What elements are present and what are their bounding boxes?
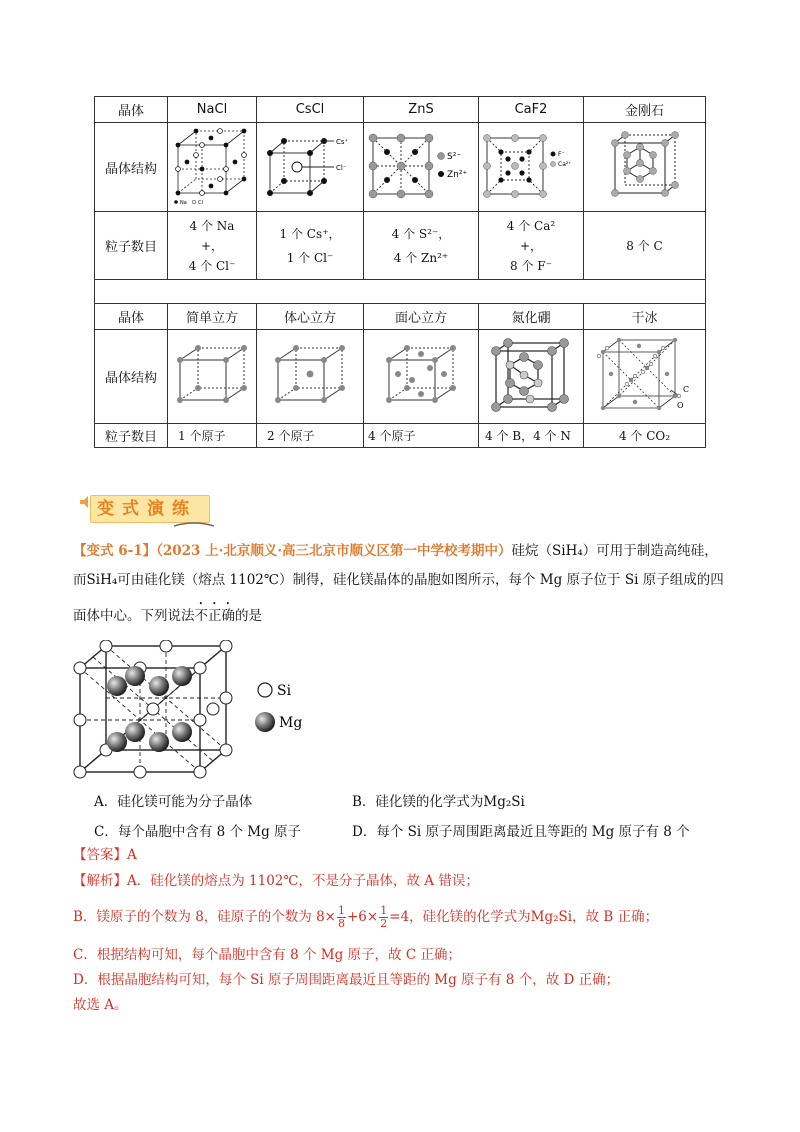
analysis-line-4: D．根据晶胞结构可知，每个 Si 原子周围距离最近且等距的 Mg 原子有 8 个，故 D 正确； xyxy=(73,972,620,988)
banner-title: 变式演练 xyxy=(97,499,197,519)
cscl-structure-cell xyxy=(257,123,364,212)
zns-lattice-figure xyxy=(367,130,475,202)
dry-ice-figure xyxy=(595,334,695,416)
diamond-structure-cell xyxy=(584,123,706,212)
nacl-count-cell xyxy=(168,212,257,280)
legend-mg-label: Mg xyxy=(279,715,303,731)
analysis-label: 【解析】 xyxy=(73,873,127,889)
analysis-line-3: C．根据结构可知，每个晶胞中含有 8 个 Mg 原子，故 C 正确； xyxy=(73,947,461,963)
zns-count-cell xyxy=(364,212,479,280)
question-line-2: 而SiH₄可由硅化镁（熔点 1102℃）制得，硅化镁晶体的晶胞如图所示，每个 Mg 原子位于 Si 原子组成的四 xyxy=(73,572,724,588)
option-b: B．硅化镁的化学式为Mg₂Si xyxy=(352,794,525,810)
section-banner xyxy=(78,492,218,528)
analysis-b-pre: B．镁原子的个数为 8，硅原子的个数为 8× xyxy=(73,909,336,925)
table1-count-row xyxy=(95,212,706,280)
bcc-cell xyxy=(257,330,364,424)
co2-label-o: O xyxy=(676,401,684,410)
count-text: 4 个 Ca² xyxy=(506,218,556,233)
header-cell: ZnS xyxy=(364,97,479,123)
fcc-cell xyxy=(364,330,479,424)
answer-value: A xyxy=(127,847,137,863)
zns-legend-s: S²⁻ xyxy=(447,151,462,162)
question-source: （2023 上·北京顺义·高三北京市顺义区第一中学校考期中） xyxy=(156,543,512,559)
caf2-legend-ca: Ca²⁺ xyxy=(558,160,572,168)
count-cell: 1 个原子 xyxy=(168,424,257,448)
question-tag: 【变式 6-1】 xyxy=(73,543,157,559)
banner-tag xyxy=(90,495,210,523)
banner-swoosh-icon xyxy=(174,520,214,528)
count-text: +， xyxy=(519,238,543,253)
cscl-count-cell xyxy=(257,212,364,280)
table1-header-row xyxy=(95,97,706,123)
answer-label: 【答案】 xyxy=(73,847,127,863)
row-label: 晶体结构 xyxy=(95,123,168,212)
mg2si-legend xyxy=(255,680,335,740)
question-line3-post: 的是 xyxy=(235,608,262,624)
nacl-legend-cl: Cl xyxy=(198,199,203,206)
answer-line xyxy=(73,845,733,865)
header-cell: 干冰 xyxy=(584,304,706,330)
table2-count-row xyxy=(95,424,706,448)
table2-structure-row xyxy=(95,330,706,424)
count-cell: 4 个 B，4 个 N xyxy=(479,424,584,448)
count-cell: 4 个 CO₂ xyxy=(584,424,706,448)
count-text: 8 个 F⁻ xyxy=(510,258,552,273)
boron-nitride-cell xyxy=(479,330,584,424)
option-d: D．每个 Si 原子周围距离最近且等距的 Mg 原子有 8 个 xyxy=(352,824,690,840)
mg2si-unit-cell-figure xyxy=(72,640,242,780)
nacl-legend-na: Na xyxy=(180,199,187,206)
fraction-one-half: $\frac{1}{2}$ xyxy=(380,904,388,930)
question-line1-text: 硅烷（SiH₄）可用于制造高纯硅， xyxy=(511,543,718,559)
header-cell: 晶体 xyxy=(95,304,168,330)
diamond-count-cell: 8 个 C xyxy=(584,212,706,280)
simple-cubic-figure xyxy=(172,342,252,408)
row-label: 粒子数目 xyxy=(95,424,168,448)
header-cell: 晶体 xyxy=(95,97,168,123)
header-cell: CsCl xyxy=(257,97,364,123)
crystal-table xyxy=(94,96,706,448)
question-line3-pre: 面体中心。下列说法 xyxy=(73,608,195,624)
table1-structure-row xyxy=(95,123,706,212)
analysis-a: A．硅化镁的熔点为 1102℃，不是分子晶体，故 A 错误； xyxy=(127,873,479,889)
header-cell: CaF2 xyxy=(479,97,584,123)
body-centered-cubic-figure xyxy=(270,342,350,408)
simple-cubic-cell xyxy=(168,330,257,424)
header-cell: 氮化硼 xyxy=(479,304,584,330)
count-text: 4 个 Zn²⁺ xyxy=(393,250,449,265)
option-a: A．硅化镁可能为分子晶体 xyxy=(94,794,253,810)
spacer-cell xyxy=(95,280,706,304)
table-spacer-row xyxy=(95,280,706,304)
header-cell: NaCl xyxy=(168,97,257,123)
boron-nitride-figure xyxy=(486,337,576,413)
analysis-b-post: =4，硅化镁的化学式为Mg₂Si，故 B 正确； xyxy=(389,909,659,925)
row-label: 晶体结构 xyxy=(95,330,168,424)
analysis-b-mid: +6× xyxy=(347,909,379,925)
nacl-lattice-figure xyxy=(170,125,254,207)
count-text: +， xyxy=(200,238,224,253)
header-cell: 金刚石 xyxy=(584,97,706,123)
co2-label-c: C xyxy=(682,385,689,394)
question-line-1 xyxy=(73,541,733,561)
option-c: C．每个晶胞中含有 8 个 Mg 原子 xyxy=(94,824,302,840)
analysis-line-5: 故选 A。 xyxy=(73,997,128,1013)
question-line3-emphasis: 不正确 xyxy=(194,608,235,624)
zns-structure-cell xyxy=(364,123,479,212)
count-text: 4 个 S²⁻， xyxy=(391,226,451,241)
count-text: 4 个 Na xyxy=(189,218,235,233)
fraction-one-eighth: $\frac{1}{8}$ xyxy=(338,904,345,930)
cscl-legend-cl: Cl⁻ xyxy=(336,163,347,172)
table2-header-row xyxy=(95,304,706,330)
count-text: 1 个 Cs⁺， xyxy=(279,226,341,241)
diamond-lattice-figure xyxy=(605,129,685,203)
analysis-line-1 xyxy=(73,871,733,891)
header-cell: 面心立方 xyxy=(364,304,479,330)
caf2-lattice-figure xyxy=(481,130,581,202)
question-line-3 xyxy=(73,600,733,626)
count-text: 1 个 Cl⁻ xyxy=(286,250,334,265)
zns-legend-zn: Zn²⁺ xyxy=(447,169,468,180)
nacl-structure-cell xyxy=(168,123,257,212)
dry-ice-cell xyxy=(584,330,706,424)
cscl-legend-cs: Cs⁺ xyxy=(336,137,349,146)
count-cell: 4 个原子 xyxy=(364,424,479,448)
face-centered-cubic-figure xyxy=(381,342,461,408)
count-cell: 2 个原子 xyxy=(257,424,364,448)
count-text: 4 个 Cl⁻ xyxy=(188,258,236,273)
caf2-legend-f: F⁻ xyxy=(558,150,565,158)
row-label: 粒子数目 xyxy=(95,212,168,280)
analysis-line-2 xyxy=(73,905,733,930)
header-cell: 简单立方 xyxy=(168,304,257,330)
header-cell: 体心立方 xyxy=(257,304,364,330)
legend-si-label: Si xyxy=(277,683,292,699)
cscl-lattice-figure xyxy=(262,131,358,201)
caf2-count-cell xyxy=(479,212,584,280)
caf2-structure-cell xyxy=(479,123,584,212)
